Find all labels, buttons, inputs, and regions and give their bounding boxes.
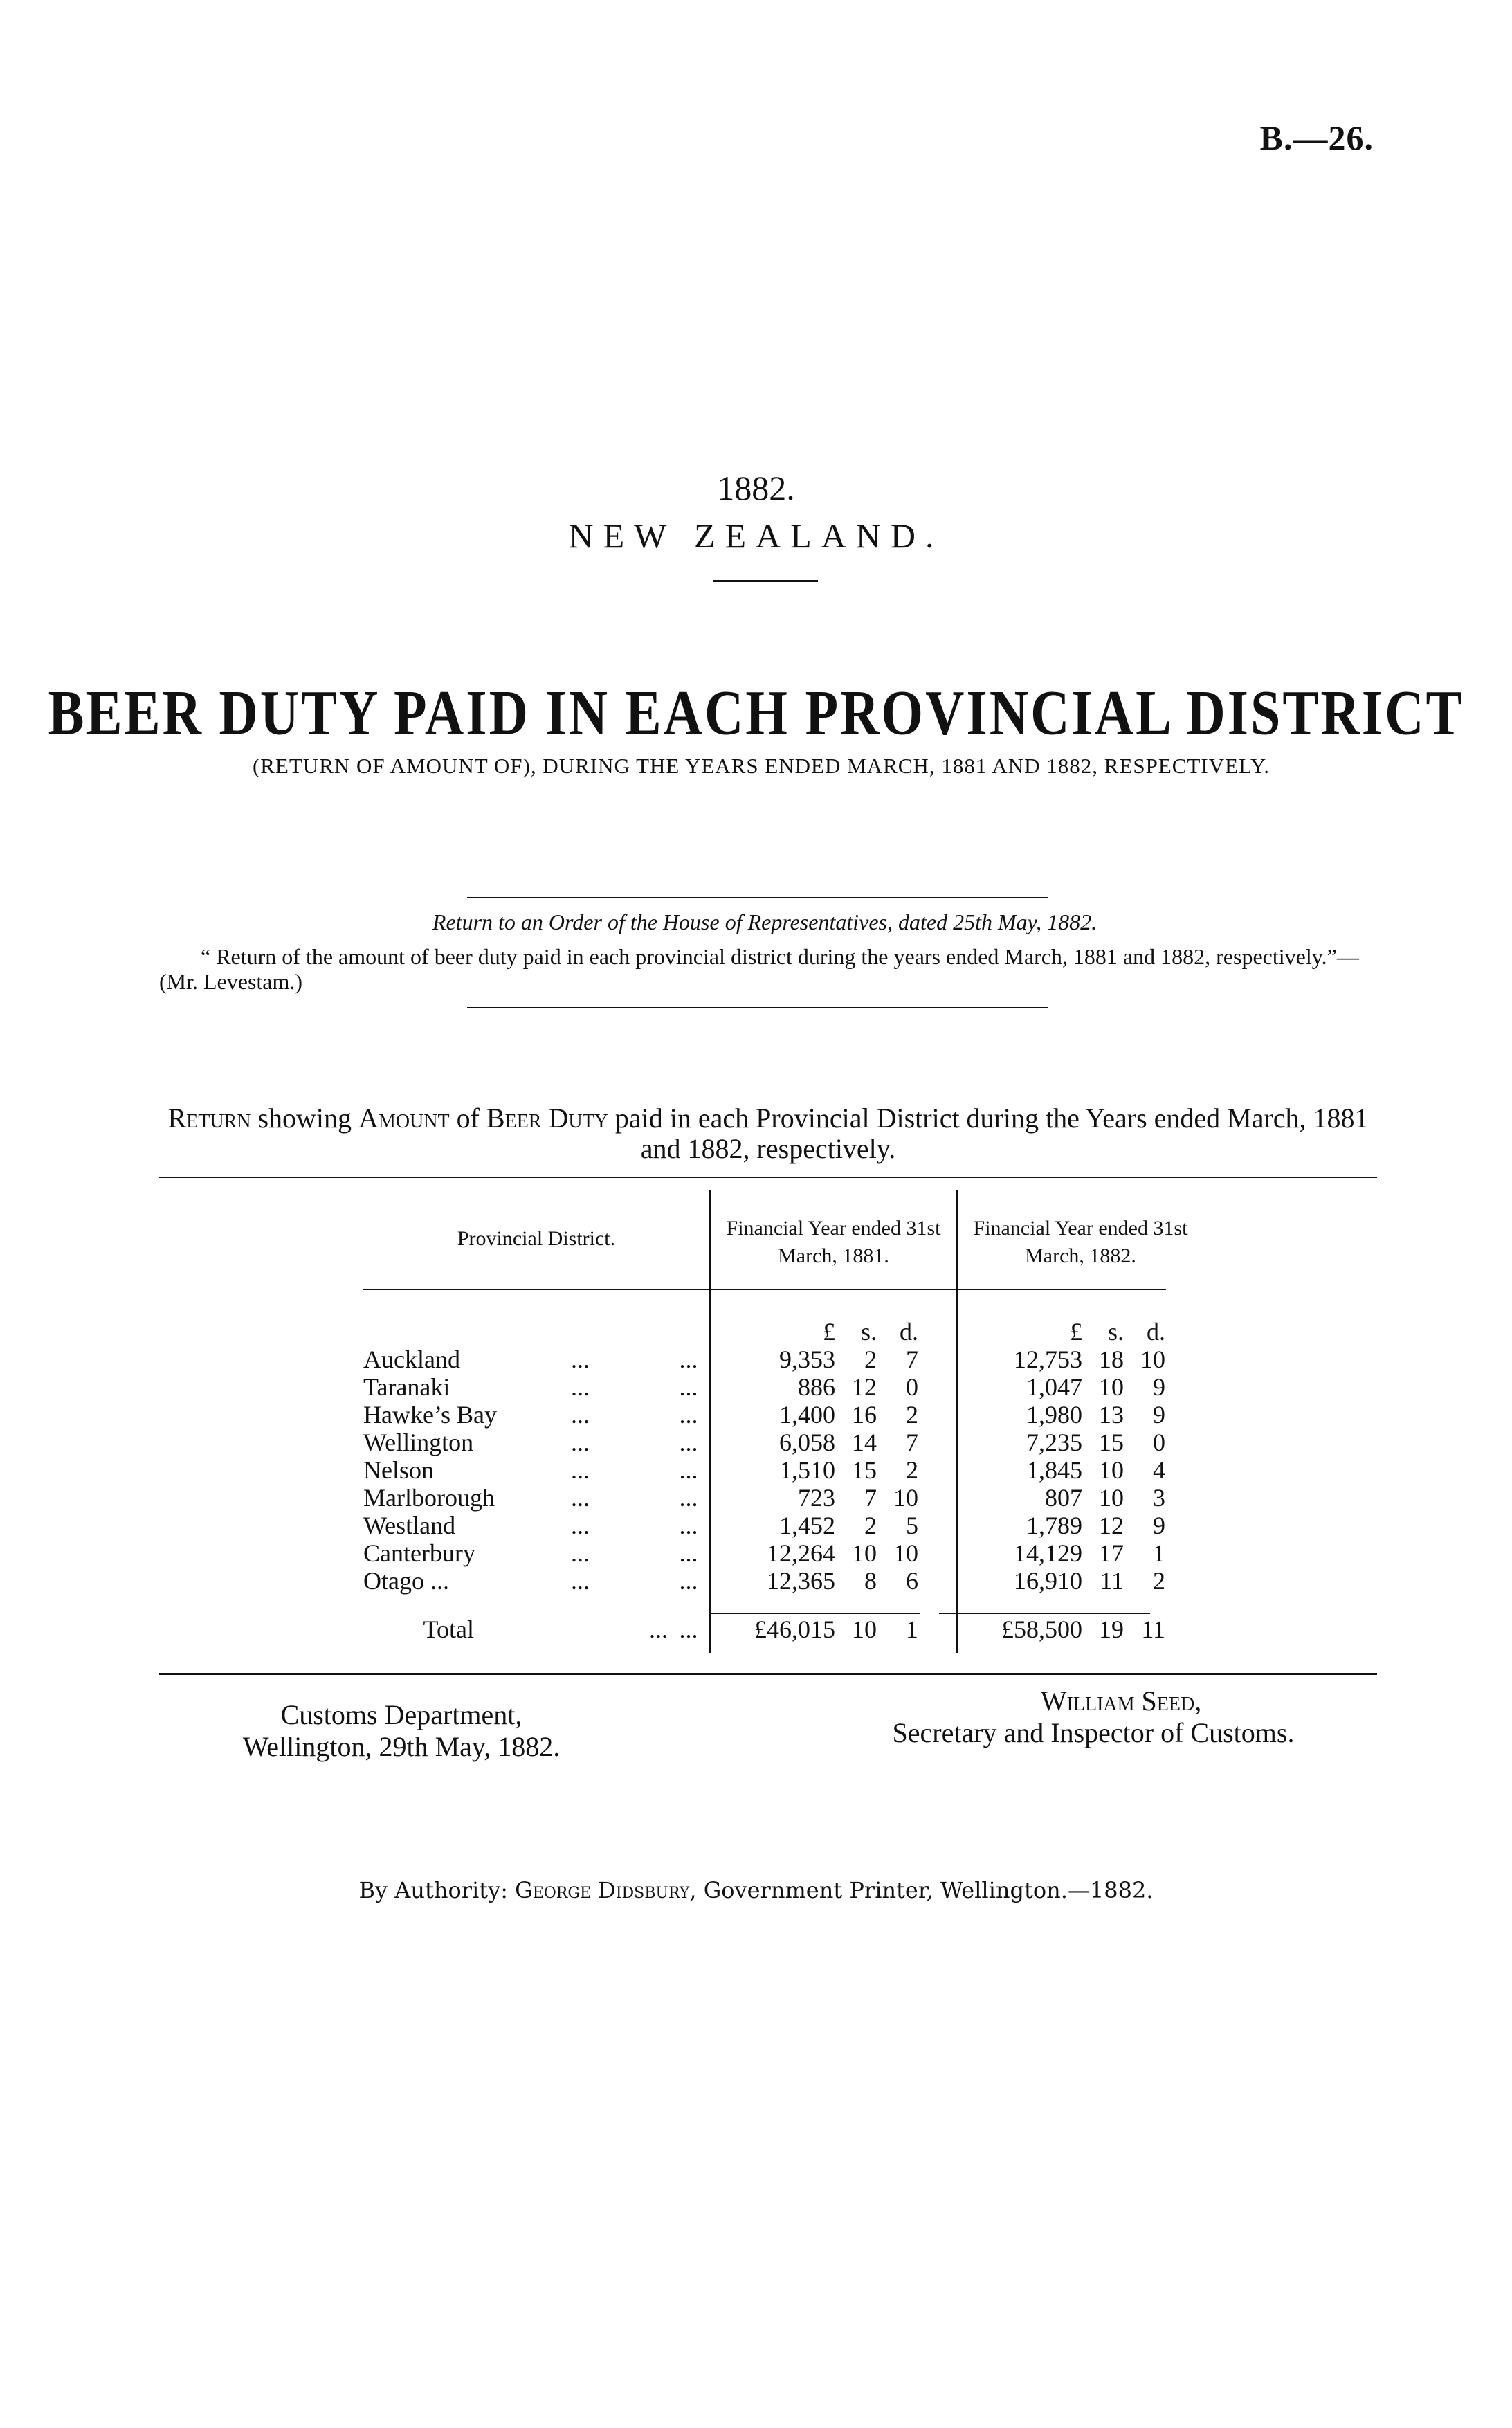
- amount-1882: [957, 1373, 1203, 1401]
- shillings: 13: [1099, 1401, 1124, 1429]
- amount-1881: [710, 1539, 957, 1567]
- table-row: [363, 1456, 1203, 1484]
- district-name: Taranaki: [363, 1373, 450, 1401]
- total-1881: [710, 1595, 957, 1653]
- pence: 3: [1153, 1484, 1165, 1512]
- pounds: 1,510: [779, 1456, 835, 1484]
- district-name: Auckland: [363, 1346, 460, 1373]
- beer-duty-table: [363, 1190, 1203, 1653]
- officer-title: Secretary and Inspector of Customs.: [892, 1717, 1295, 1748]
- order-bottom-rule: [467, 1007, 1048, 1008]
- leader-dots: ...: [679, 1539, 698, 1567]
- district-name: Westland: [363, 1512, 456, 1539]
- district-cell: [363, 1429, 668, 1456]
- leader-dots: ...: [571, 1346, 590, 1373]
- total-label: Total: [423, 1615, 474, 1643]
- order-reference: Return to an Order of the House of Representatives, dated 25th May, 1882.: [432, 909, 1097, 934]
- caption-beer-duty: Beer Duty: [486, 1103, 608, 1134]
- caption-of: of: [449, 1103, 486, 1134]
- total-rule-1882: [939, 1613, 1150, 1614]
- amount-1882: [957, 1429, 1203, 1456]
- imprint-rest: , Government Printer, Wellington.—1882.: [689, 1877, 1154, 1903]
- leader-dots: ...: [571, 1456, 590, 1484]
- district-cell: [363, 1484, 668, 1512]
- total-1882-pounds: £58,500: [1001, 1615, 1082, 1643]
- amount-1881: [710, 1484, 957, 1512]
- pence: 2: [906, 1456, 918, 1484]
- pence: 5: [906, 1512, 918, 1539]
- shillings: 17: [1099, 1539, 1124, 1567]
- pence: 1: [1153, 1539, 1165, 1567]
- table-row: [363, 1512, 1203, 1539]
- imprint-by-authority: By Authority:: [358, 1877, 508, 1903]
- pence: 7: [906, 1429, 918, 1456]
- shillings: 15: [852, 1456, 877, 1484]
- total-1882-pence: 11: [1141, 1615, 1165, 1643]
- pounds: 12,753: [1014, 1346, 1082, 1373]
- table-row: [363, 1429, 1203, 1456]
- pounds: 14,129: [1014, 1539, 1082, 1567]
- header-rule: [713, 580, 818, 582]
- district-cell: [363, 1456, 668, 1484]
- shillings: 10: [1099, 1484, 1124, 1512]
- district-cell: [363, 1539, 668, 1567]
- department-name: Customs Department,: [280, 1699, 522, 1730]
- pounds: 886: [798, 1373, 835, 1401]
- imprint-printer-name: George Didsbury: [515, 1877, 690, 1903]
- leader-dots: ...: [571, 1512, 590, 1539]
- amount-1882: [957, 1484, 1203, 1512]
- table-row: [363, 1401, 1203, 1429]
- table-row: [363, 1539, 1203, 1567]
- caption-amount: Amount: [358, 1103, 450, 1134]
- document-year: 1882.: [717, 469, 795, 507]
- header-year-1882: [957, 1190, 1203, 1294]
- country-heading: NEW ZEALAND.: [568, 516, 944, 555]
- district-cell: [363, 1401, 668, 1429]
- pence: 0: [1153, 1429, 1165, 1456]
- pounds: 1,400: [779, 1401, 835, 1429]
- printer-imprint: [0, 1877, 1512, 1903]
- pence: 10: [1140, 1346, 1165, 1373]
- total-1881-pounds: £46,015: [754, 1615, 835, 1643]
- units-row: [363, 1294, 1203, 1346]
- pence-unit: d.: [1147, 1318, 1165, 1346]
- leader-dots: ...: [679, 1512, 698, 1539]
- pence: 4: [1153, 1456, 1165, 1484]
- leader-dots: ...: [571, 1567, 590, 1595]
- pounds: 1,452: [779, 1512, 835, 1539]
- pounds: 16,910: [1014, 1567, 1082, 1595]
- amount-1882: [957, 1512, 1203, 1539]
- shillings: 7: [864, 1484, 877, 1512]
- total-1881-shillings: 10: [852, 1615, 877, 1643]
- paper-code: B.—26.: [1259, 118, 1374, 157]
- amount-1882: [957, 1346, 1203, 1373]
- shillings: 12: [852, 1373, 877, 1401]
- document-subtitle: (RETURN OF AMOUNT OF), DURING THE YEARS ENDED MARCH, 1881 AND 1882, RESPECTIVELY.: [252, 754, 1270, 778]
- total-dots-2: ...: [679, 1615, 698, 1643]
- pounds: 7,235: [1026, 1429, 1082, 1456]
- pounds: 1,980: [1026, 1401, 1082, 1429]
- amount-1882: [957, 1456, 1203, 1484]
- header-year-1882-text: Financial Year ended 31st March, 1882.: [973, 1217, 1188, 1267]
- table-caption: [159, 1103, 1377, 1164]
- pence: 9: [1153, 1512, 1165, 1539]
- pence: 0: [906, 1373, 918, 1401]
- shillings: 18: [1099, 1346, 1124, 1373]
- amount-1881: [710, 1456, 957, 1484]
- pounds: 12,365: [767, 1567, 835, 1595]
- department-signoff: [208, 1699, 595, 1763]
- pence: 7: [906, 1346, 918, 1373]
- officer-signoff: [858, 1685, 1329, 1749]
- shillings: 12: [1099, 1512, 1124, 1539]
- amount-1881: [710, 1429, 957, 1456]
- caption-showing: showing: [251, 1103, 359, 1134]
- district-name: Hawke’s Bay: [363, 1401, 497, 1429]
- pence: 6: [906, 1567, 918, 1595]
- shilling-unit: s.: [860, 1318, 877, 1346]
- district-cell: [363, 1373, 668, 1401]
- total-dots-1: ...: [649, 1615, 668, 1643]
- header-year-1881: [710, 1190, 957, 1294]
- caption-rest: paid in each Provincial District during the Years ended March, 1881 and 1882, respectively.: [608, 1103, 1369, 1164]
- leader-dots: ...: [679, 1484, 698, 1512]
- amount-1882: [957, 1539, 1203, 1567]
- shillings: 2: [864, 1512, 877, 1539]
- leader-dots: ...: [679, 1429, 698, 1456]
- amount-1882: [957, 1567, 1203, 1595]
- total-rule-1881: [709, 1613, 920, 1614]
- table-row: [363, 1373, 1203, 1401]
- pound-unit: £: [1070, 1318, 1082, 1346]
- pence-unit: d.: [900, 1318, 918, 1346]
- leader-dots: ...: [571, 1484, 590, 1512]
- header-district: Provincial District.: [457, 1227, 616, 1250]
- table-row: [363, 1567, 1203, 1595]
- pounds: 9,353: [779, 1346, 835, 1373]
- table-top-rule: [159, 1177, 1377, 1178]
- leader-dots: ...: [571, 1401, 590, 1429]
- amount-1882: [957, 1401, 1203, 1429]
- table-row: [363, 1484, 1203, 1512]
- pence: 2: [906, 1401, 918, 1429]
- district-name: Nelson: [363, 1456, 434, 1484]
- pence: 9: [1153, 1373, 1165, 1401]
- amount-1881: [710, 1401, 957, 1429]
- table-bottom-rule: [159, 1673, 1377, 1675]
- district-name: Otago ...: [363, 1567, 449, 1595]
- total-1882: [957, 1595, 1203, 1653]
- leader-dots: ...: [679, 1401, 698, 1429]
- pence: 9: [1153, 1401, 1165, 1429]
- amount-1881: [710, 1512, 957, 1539]
- pounds: 12,264: [767, 1539, 835, 1567]
- units-1881: [710, 1294, 957, 1346]
- pounds: 723: [798, 1484, 835, 1512]
- district-name: Canterbury: [363, 1539, 475, 1567]
- total-1882-shillings: 19: [1099, 1615, 1124, 1643]
- leader-dots: ...: [679, 1346, 698, 1373]
- amount-1881: [710, 1346, 957, 1373]
- pounds: 1,047: [1026, 1373, 1082, 1401]
- leader-dots: ...: [679, 1567, 698, 1595]
- pounds: 1,789: [1026, 1512, 1082, 1539]
- pence: 10: [893, 1484, 918, 1512]
- shillings: 14: [852, 1429, 877, 1456]
- header-year-1881-text: Financial Year ended 31st March, 1881.: [726, 1217, 941, 1267]
- district-name: Wellington: [363, 1429, 474, 1456]
- amount-1881: [710, 1567, 957, 1595]
- pence: 2: [1153, 1567, 1165, 1595]
- shillings: 16: [852, 1401, 877, 1429]
- table-row: [363, 1346, 1203, 1373]
- document-title: BEER DUTY PAID IN EACH PROVINCIAL DISTRICT: [48, 677, 1464, 748]
- leader-dots: ...: [679, 1373, 698, 1401]
- caption-return: Return: [167, 1103, 251, 1134]
- district-cell: [363, 1346, 668, 1373]
- shillings: 10: [1099, 1373, 1124, 1401]
- shillings: 2: [864, 1346, 877, 1373]
- order-top-rule: [467, 897, 1048, 898]
- shillings: 10: [852, 1539, 877, 1567]
- table-body: [363, 1346, 1203, 1595]
- shillings: 8: [864, 1567, 877, 1595]
- leader-dots: ...: [571, 1539, 590, 1567]
- total-row: [363, 1595, 1203, 1653]
- pounds: 807: [1045, 1484, 1082, 1512]
- district-name: Marlborough: [363, 1484, 495, 1512]
- table-header-row: [363, 1190, 1203, 1294]
- shillings: 10: [1099, 1456, 1124, 1484]
- leader-dots: ...: [571, 1373, 590, 1401]
- district-cell: [363, 1512, 668, 1539]
- officer-name: William Seed,: [1040, 1685, 1202, 1716]
- district-cell: [363, 1567, 668, 1595]
- shillings: 15: [1099, 1429, 1124, 1456]
- leader-dots: ...: [679, 1456, 698, 1484]
- total-1881-pence: 1: [906, 1615, 918, 1643]
- pounds: 1,845: [1026, 1456, 1082, 1484]
- shilling-unit: s.: [1107, 1318, 1124, 1346]
- pound-unit: £: [823, 1318, 835, 1346]
- pounds: 6,058: [779, 1429, 835, 1456]
- order-quote: “ Return of the amount of beer duty paid in each provincial district during the years ended March, 1881 and 1882, respectively.”—(Mr. Levestam.): [159, 944, 1359, 994]
- leader-dots: ...: [571, 1429, 590, 1456]
- pence: 10: [893, 1539, 918, 1567]
- shillings: 11: [1100, 1567, 1124, 1595]
- units-1882: [957, 1294, 1203, 1346]
- amount-1881: [710, 1373, 957, 1401]
- department-place-date: Wellington, 29th May, 1882.: [242, 1731, 561, 1762]
